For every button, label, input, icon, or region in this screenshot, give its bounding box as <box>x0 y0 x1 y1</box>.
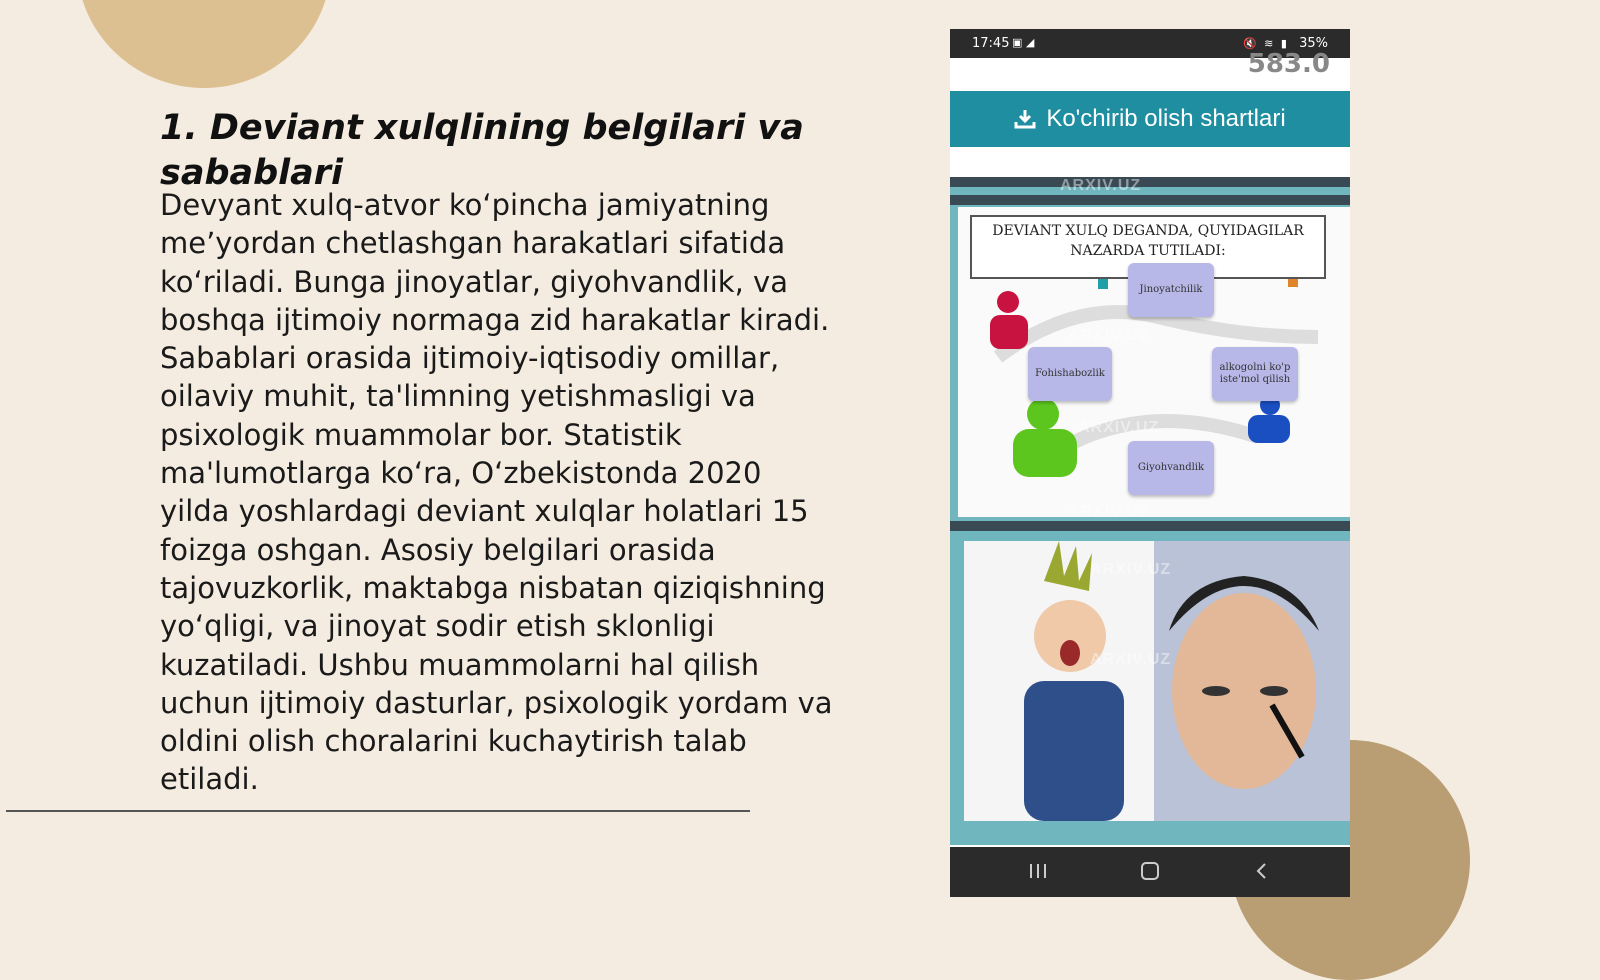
watermark: ARXIV.UZ <box>1068 503 1150 517</box>
bubble-alkogol: alkogolni ko'p iste'mol qilish <box>1212 347 1298 401</box>
slide-photos <box>964 541 1350 821</box>
status-time: 17:45 <box>972 36 1010 51</box>
download-terms-label: Ko'chirib olish shartlari <box>1046 105 1286 132</box>
watermark: ARXIV.UZ <box>1068 327 1150 344</box>
notification-icons: ▣ ◢ <box>1012 36 1035 49</box>
preview-strip <box>950 177 1350 187</box>
preview-slide-1 <box>958 207 1350 517</box>
battery-percent: 35% <box>1299 36 1328 51</box>
cut-off-text: 583.0 <box>1247 49 1330 79</box>
download-icon <box>1014 108 1036 130</box>
bubble-jinoyatchilik: Jinoyatchilik <box>1128 263 1214 317</box>
download-terms-button[interactable] <box>950 91 1350 147</box>
recent-apps-icon[interactable] <box>1028 861 1048 881</box>
phone-nav-bar <box>950 847 1350 897</box>
bubble-giyohvandlik: Giyohvandlik <box>1128 441 1214 495</box>
watermark: ARXIV.UZ <box>1078 419 1160 436</box>
watermark: ARXIV.UZ <box>1090 561 1172 578</box>
decorative-circle-top <box>77 0 331 88</box>
divider-line <box>6 810 750 812</box>
bubble-fohishabozlik: Fohishabozlik <box>1028 347 1112 401</box>
phone-screenshot <box>950 29 1350 897</box>
slide-body-text: Devyant xulq-atvor ko‘pincha jamiyatning me’yordan chetlashgan harakatlari sifatida ko‘riladi. Bunga jinoyatlar, giyohvandlik, va boshqa ijtimoiy normaga zid harakatlar kiradi. Sabablari orasida ijtimoiy-iqtisodiy omillar, oilaviy muhit, ta'limning yetishmasligi va psixologik muammolar bor. Statistik ma'lumotlarga ko‘ra, O‘zbekistonda 2020 yilda yoshlardagi deviant xulqlar holatlari 15 foizga oshgan. Asosiy belgilari orasida tajovuzkorlik, maktabga nisbatan qiziqishning yo‘qligi, va jinoyat sodir etish sklonligi kuzatiladi. Ushbu muammolarni hal qilish uchun ijtimoiy dasturlar, psixologik yordam va oldini olish choralarini kuchaytirish talab etiladi. <box>160 188 833 797</box>
home-icon[interactable] <box>1140 861 1160 881</box>
preview-strip <box>950 521 1350 531</box>
back-icon[interactable] <box>1252 861 1272 881</box>
watermark: ARXIV.UZ <box>1090 651 1172 668</box>
document-preview[interactable] <box>950 177 1350 845</box>
preview-strip <box>950 195 1350 205</box>
signal-icons: 🔇 ≋ ▮ <box>1242 37 1289 50</box>
slide-title: 1. Deviant xulqlining belgilari va sabablari <box>160 108 804 193</box>
preview-slide-2 <box>964 541 1350 821</box>
preview-slide-heading: DEVIANT XULQ DEGANDA, QUYIDAGILAR NAZARDA TUTILADI: <box>970 215 1326 279</box>
watermark: ARXIV.UZ <box>1060 177 1142 194</box>
